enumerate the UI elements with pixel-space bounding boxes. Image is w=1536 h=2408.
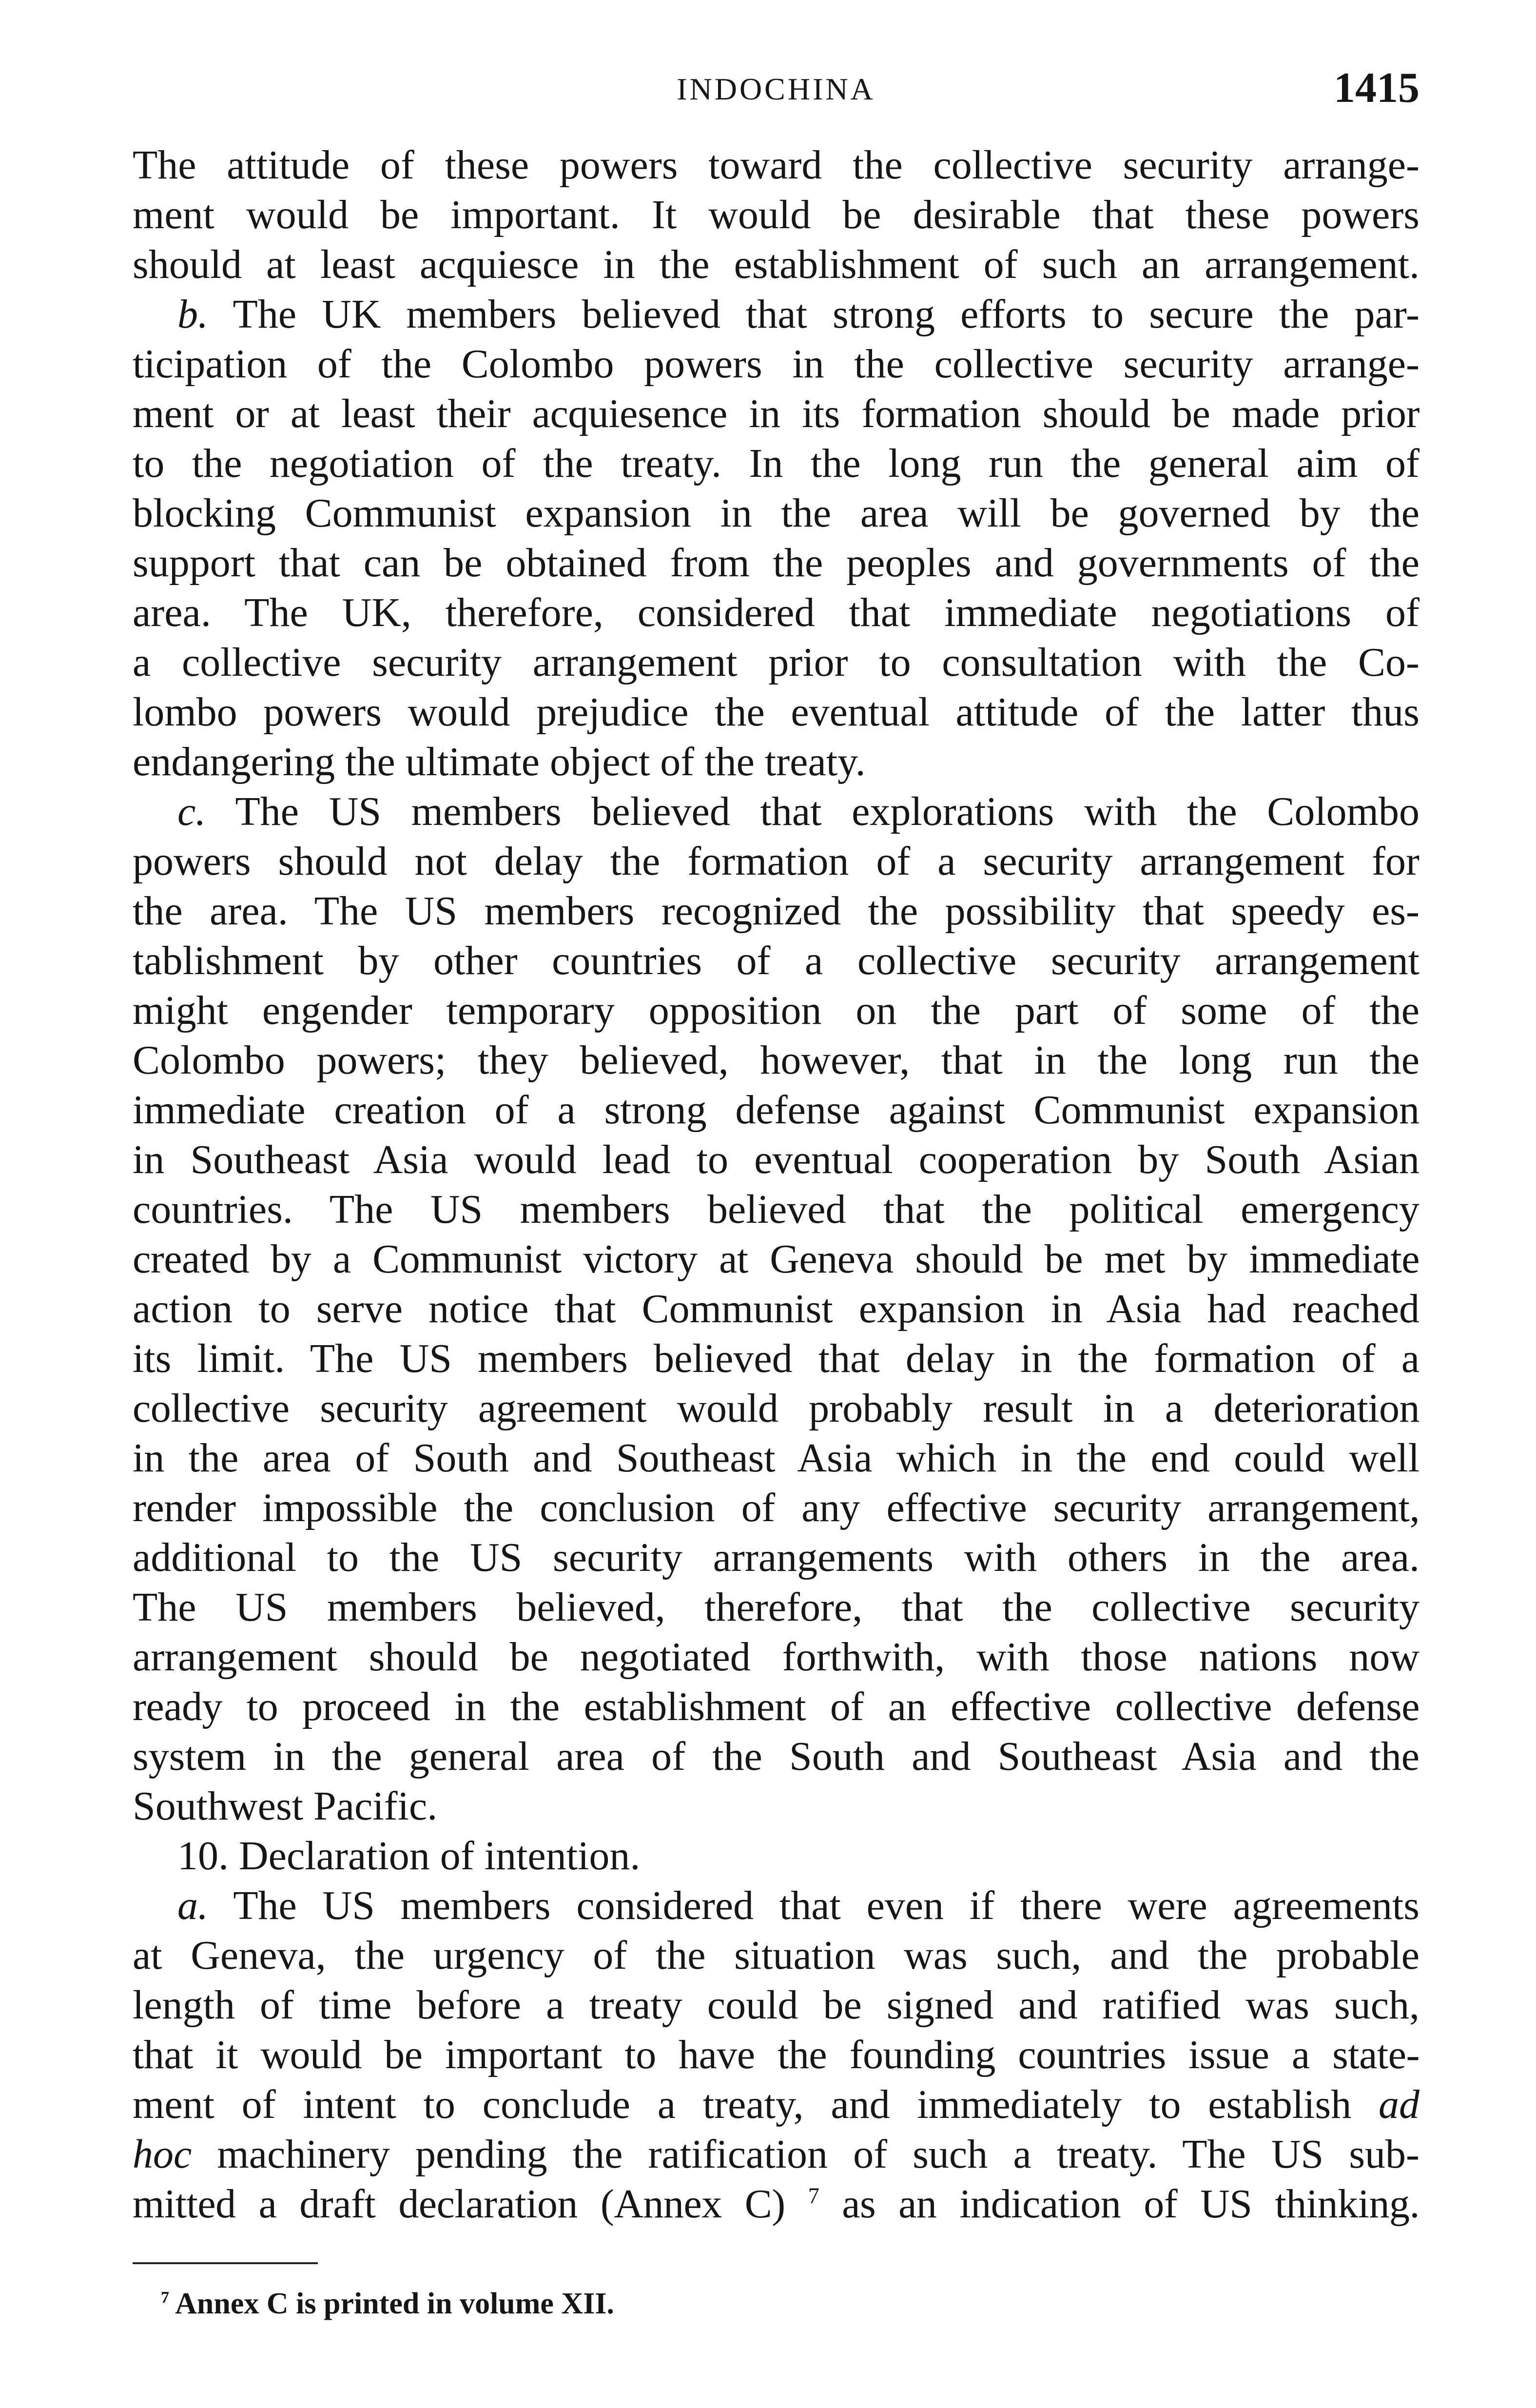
- text-line: ment would be important. It would be desirable that these powers: [133, 192, 1419, 237]
- subparagraph-marker: a.: [177, 1883, 208, 1928]
- text-line: collective security agreement would probably result in a deterioration: [133, 1386, 1419, 1431]
- section-heading: 10. Declaration of intention.: [177, 1833, 641, 1879]
- text-line: area. The UK, therefore, considered that immediate negotiations of: [133, 590, 1419, 635]
- footnote-marker: 7: [161, 2289, 170, 2307]
- body-text: [133, 140, 1419, 2229]
- text-line: lombo powers would prejudice the eventual attitude of the latter thus: [133, 689, 1419, 735]
- text-line: tablishment by other countries of a collective security arrangement: [133, 938, 1419, 983]
- text-line: [133, 2130, 1419, 2179]
- text-line: in Southeast Asia would lead to eventual cooperation by South Asian: [133, 1137, 1419, 1182]
- text-line: The attitude of these powers toward the collective security arrange-: [133, 142, 1419, 188]
- text-line: a collective security arrangement prior to consultation with the Co-: [133, 640, 1419, 685]
- text-line: action to serve notice that Communist expansion in Asia had reached: [133, 1286, 1419, 1331]
- text-span: The US members considered that even if there were agreements: [208, 1883, 1419, 1928]
- text-line: length of time before a treaty could be signed and ratified was such,: [133, 1982, 1419, 2028]
- italic-term: hoc: [133, 2132, 192, 2177]
- text-line: Colombo powers; they believed, however, that in the long run the: [133, 1038, 1419, 1083]
- text-line: in the area of South and Southeast Asia which in the end could well: [133, 1435, 1419, 1481]
- text-span: as an indication of US thinking.: [819, 2181, 1419, 2227]
- italic-term: ad: [1379, 2082, 1419, 2127]
- text-line: [133, 290, 1419, 339]
- text-line: blocking Communist expansion in the area will be governed by the: [133, 490, 1419, 536]
- text-line: should at least acquiesce in the establishment of such an arrangement.: [133, 242, 1419, 287]
- footnote-rule: [133, 2262, 318, 2264]
- text-line: [133, 787, 1419, 837]
- text-span: machinery pending the ratification of such a treaty. The US sub-: [192, 2132, 1419, 2177]
- text-line: Southwest Pacific.: [133, 1783, 438, 1829]
- text-line: at Geneva, the urgency of the situation was such, and the probable: [133, 1933, 1419, 1978]
- footnote-text: Annex C is printed in volume XII.: [169, 2287, 614, 2320]
- subparagraph-marker: b.: [177, 292, 208, 337]
- text-line: that it would be important to have the founding countries issue a state-: [133, 2032, 1419, 2077]
- text-line: render impossible the conclusion of any effective security arrangement,: [133, 1485, 1419, 1530]
- text-line: [133, 1881, 1419, 1931]
- text-line: countries. The US members believed that the political emergency: [133, 1187, 1419, 1232]
- text-line: [133, 2080, 1419, 2130]
- text-span: mitted a draft declaration (Annex C): [133, 2181, 808, 2227]
- text-line: additional to the US security arrangements with others in the area.: [133, 1535, 1419, 1580]
- text-line: The US members believed, therefore, that the collective security: [133, 1585, 1419, 1630]
- subparagraph-marker: c.: [177, 789, 206, 834]
- text-line: might engender temporary opposition on the part of some of the: [133, 988, 1419, 1033]
- text-line: endangering the ultimate object of the treaty.: [133, 739, 866, 784]
- text-span: The UK members believed that strong efforts to secure the par-: [208, 292, 1419, 337]
- text-line: powers should not delay the formation of a security arrangement for: [133, 839, 1419, 884]
- page-header: [133, 64, 1419, 118]
- text-span: The US members believed that explorations with the Colombo: [206, 789, 1419, 834]
- text-line: the area. The US members recognized the possibility that speedy es-: [133, 888, 1419, 934]
- text-line: ticipation of the Colombo powers in the collective security arrange-: [133, 341, 1419, 387]
- text-line: arrangement should be negotiated forthwith, with those nations now: [133, 1634, 1419, 1680]
- footnote-reference: 7: [808, 2183, 819, 2208]
- text-line: ready to proceed in the establishment of an effective collective defense: [133, 1684, 1419, 1729]
- page-number: 1415: [1334, 64, 1419, 112]
- text-line: [133, 2179, 1419, 2229]
- running-head: INDOCHINA: [677, 72, 875, 106]
- text-span: ment of intent to conclude a treaty, and immediately to establish: [133, 2082, 1379, 2127]
- text-line: created by a Communist victory at Geneva should be met by immediate: [133, 1236, 1419, 1282]
- text-line: immediate creation of a strong defense against Communist expansion: [133, 1087, 1419, 1133]
- footnote: [161, 2287, 614, 2321]
- text-line: system in the general area of the South and Southeast Asia and the: [133, 1734, 1419, 1779]
- text-line: ment or at least their acquiesence in its formation should be made prior: [133, 391, 1419, 436]
- text-line: its limit. The US members believed that delay in the formation of a: [133, 1336, 1419, 1381]
- text-line: support that can be obtained from the peoples and governments of the: [133, 540, 1419, 586]
- text-line: to the negotiation of the treaty. In the long run the general aim of: [133, 441, 1419, 486]
